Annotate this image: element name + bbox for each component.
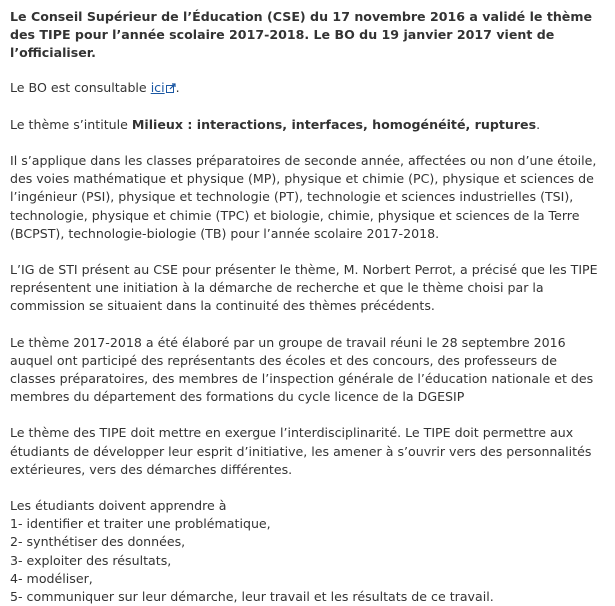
intro-paragraph: Le Conseil Supérieur de l’Éducation (CSE) du 17 novembre 2016 a validé le thème des TIPE pour l’année scolaire 2017-2018. Le BO du 19 janvier 2017 vient de l’officialiser. xyxy=(10,9,593,61)
theme-suffix: . xyxy=(536,116,541,132)
skills-block xyxy=(10,497,605,606)
interdisciplinarity-paragraph: Le thème des TIPE doit mettre en exergue l’interdisciplinarité. Le TIPE doit permettre aux étudiants de développer leur esprit d’initiative, les amener à s’ouvrir vers des personnalités extérieures, vers des démarches différentes. xyxy=(10,425,592,477)
skills-list-item: 2- synthétiser des données, xyxy=(10,534,186,550)
theme-paragraph xyxy=(10,116,605,134)
theme-prefix: Le thème s’intitule xyxy=(10,116,132,132)
classes-paragraph: Il s’applique dans les classes préparatoires de seconde année, affectées ou non d’une étoile, des voies mathématique et physique (MP), physique et chimie (PC), physique et sciences de l’ingénieur (PSI), physique et technologie (PT), technologie et sciences industrielles (TSI), technologie, physique et chimie (TPC) et biologie, chimie, physique et sciences de la Terre (BCPST), technologie-biologie (TB) pour l’année scolaire 2017-2018. xyxy=(10,153,597,241)
skills-list-item: 5- communiquer sur leur démarche, leur travail et les résultats de ce travail. xyxy=(10,589,494,605)
skills-intro: Les étudiants doivent apprendre à xyxy=(10,498,227,514)
skills-list xyxy=(10,515,605,606)
working-group-paragraph: Le thème 2017-2018 a été élaboré par un groupe de travail réuni le 28 septembre 2016 auquel ont participé des représentants des écoles et des concours, des professeurs de classes préparatoires, des membres de l’inspection générale de l’éducation nationale et des membres du département des formations du cycle licence de la DGESIP xyxy=(10,334,594,405)
bo-suffix: . xyxy=(175,79,180,95)
skills-list-item: 3- exploiter des résultats, xyxy=(10,552,172,568)
ig-paragraph: L’IG de STI présent au CSE pour présenter le thème, M. Norbert Perrot, a précisé que les TIPE représentent une initiation à la démarche de recherche et que le thème choisi par la commission se situaient dans la continuité des thèmes précédents. xyxy=(10,262,598,314)
external-link-icon[interactable] xyxy=(166,80,176,98)
bo-paragraph xyxy=(10,79,605,98)
skills-list-item: 4- modéliser, xyxy=(10,570,93,586)
skills-list-item: 1- identifier et traiter une problématique, xyxy=(10,516,271,532)
bo-prefix: Le BO est consultable xyxy=(10,79,151,95)
bo-link[interactable]: ici xyxy=(150,79,165,95)
theme-title: Milieux : interactions, interfaces, homogénéité, ruptures xyxy=(131,116,537,132)
